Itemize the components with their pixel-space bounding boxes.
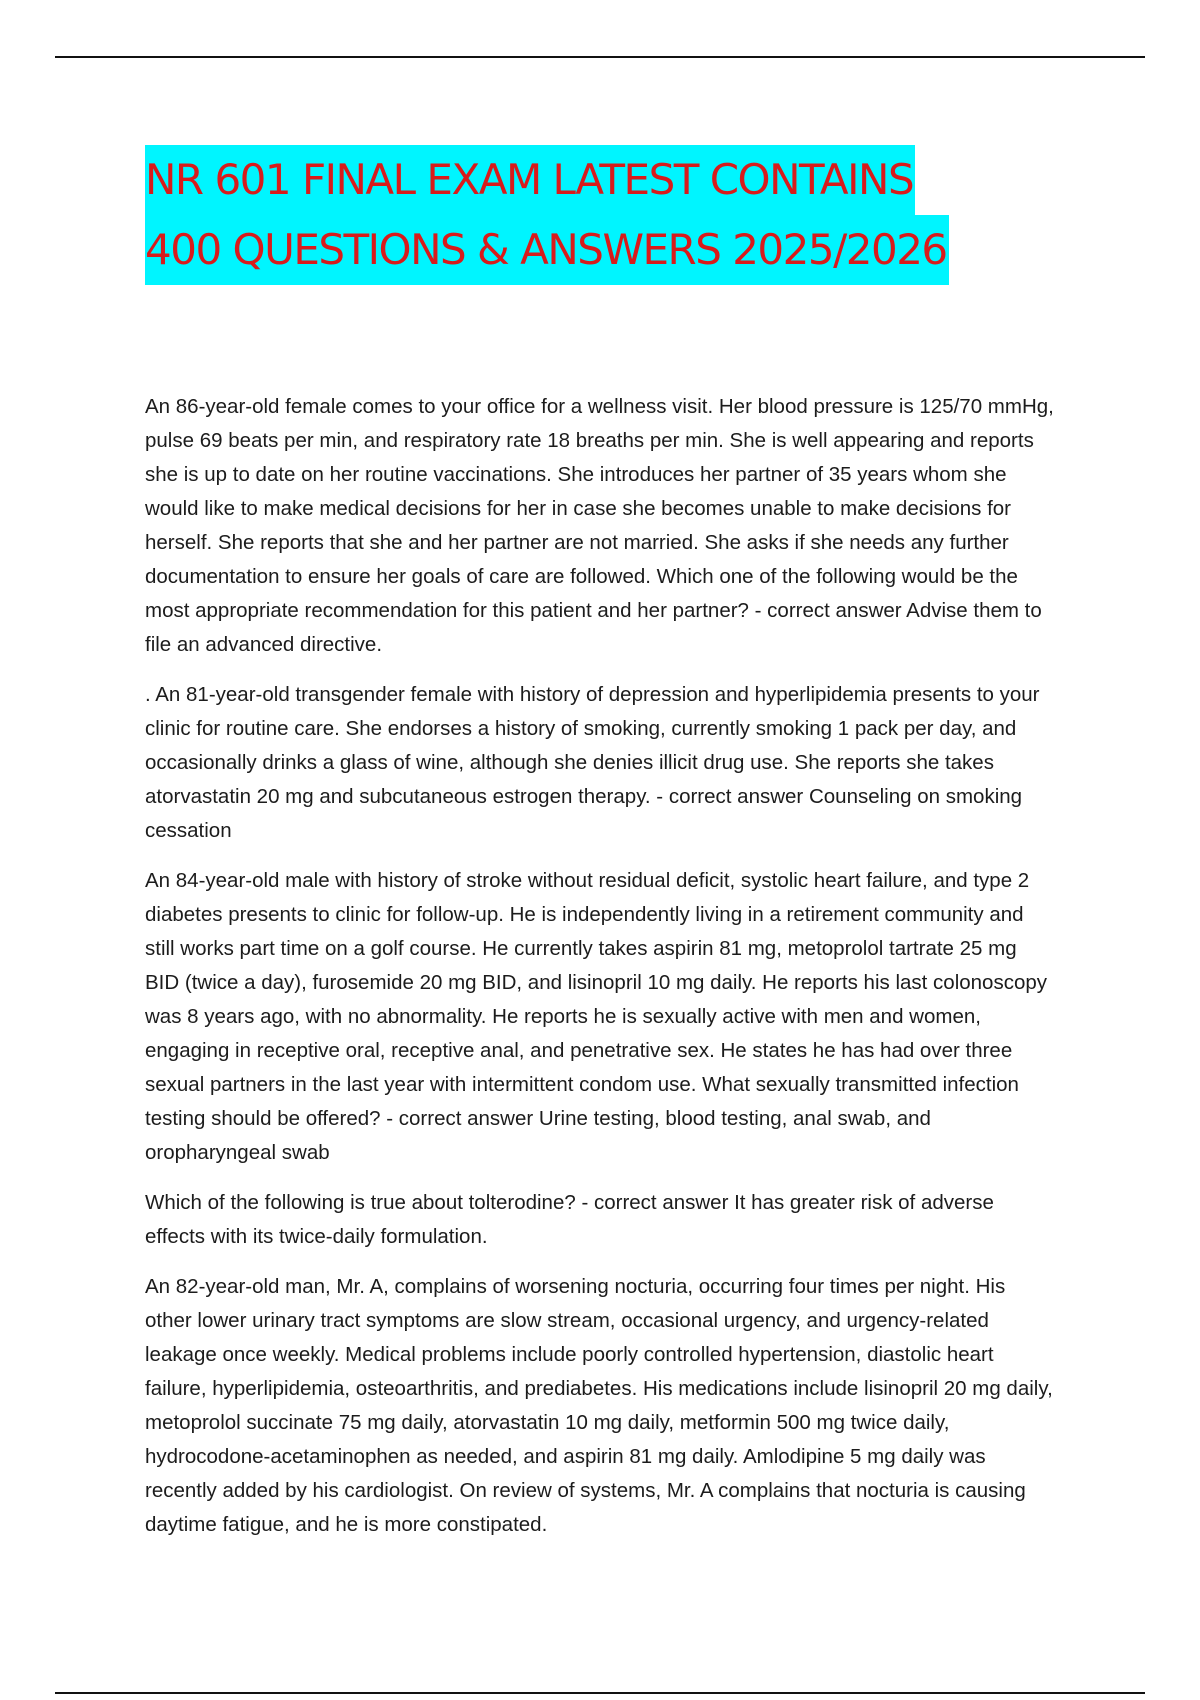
question-paragraph: An 82-year-old man, Mr. A, complains of worsening nocturia, occurring four times per night. His other lower urinary tract symptoms are slow stream, occasional urgency, and urgency-related leakage once weekly. Medical problems include poorly controlled hypertension, diastolic heart failure, hyperlipidemia, osteoarthritis, and prediabetes. His medications include lisinopril 20 mg daily, metoprolol succinate 75 mg daily, atorvastatin 10 mg daily, metformin 500 mg twice daily, hydrocodone-acetaminophen as needed, and aspirin 81 mg daily. Amlodipine 5 mg daily was recently added by his cardiologist. On review of systems, Mr. A complains that nocturia is causing daytime fatigue, and he is more constipated. bbox=[145, 1275, 1053, 1536]
title-line-2: 400 QUESTIONS & ANSWERS 2025/2026 bbox=[145, 215, 949, 285]
bottom-rule bbox=[55, 1692, 1145, 1694]
question-paragraph: An 84-year-old male with history of stroke without residual deficit, systolic heart failure, and type 2 diabetes presents to clinic for follow-up. He is independently living in a retirement community and still works part time on a golf course. He currently takes aspirin 81 mg, metoprolol tartrate 25 mg BID (twice a day), furosemide 20 mg BID, and lisinopril 10 mg daily. He reports his last colonoscopy was 8 years ago, with no abnormality. He reports he is sexually active with men and women, engaging in receptive oral, receptive anal, and penetrative sex. He states he has had over three sexual partners in the last year with intermittent condom use. What sexually transmitted infection testing should be offered? - correct answer Urine testing, blood testing, anal swab, and oropharyngeal swab bbox=[145, 869, 1048, 1164]
question-paragraph: Which of the following is true about tolterodine? - correct answer It has greater risk of adverse effects with its twice-daily formulation. bbox=[145, 1191, 994, 1248]
question-list bbox=[145, 390, 1055, 1558]
question-paragraph: . An 81-year-old transgender female with history of depression and hyperlipidemia presents to your clinic for routine care. She endorses a history of smoking, currently smoking 1 pack per day, and occasionally drinks a glass of wine, although she denies illicit drug use. She reports she takes atorvastatin 20 mg and subcutaneous estrogen therapy. - correct answer Counseling on smoking cessation bbox=[145, 683, 1040, 842]
question-paragraph: An 86-year-old female comes to your office for a wellness visit. Her blood pressure is 125/70 mmHg, pulse 69 beats per min, and respiratory rate 18 breaths per min. She is well appearing and reports she is up to date on her routine vaccinations. She introduces her partner of 35 years whom she would like to make medical decisions for her in case she becomes unable to make decisions for herself. She reports that she and her partner are not married. She asks if she needs any further documentation to ensure her goals of care are followed. Which one of the following would be the most appropriate recommendation for this patient and her partner? - correct answer Advise them to file an advanced directive. bbox=[145, 395, 1054, 656]
top-rule bbox=[55, 56, 1145, 58]
document-title bbox=[145, 145, 1045, 285]
title-line-1: NR 601 FINAL EXAM LATEST CONTAINS bbox=[145, 145, 915, 215]
